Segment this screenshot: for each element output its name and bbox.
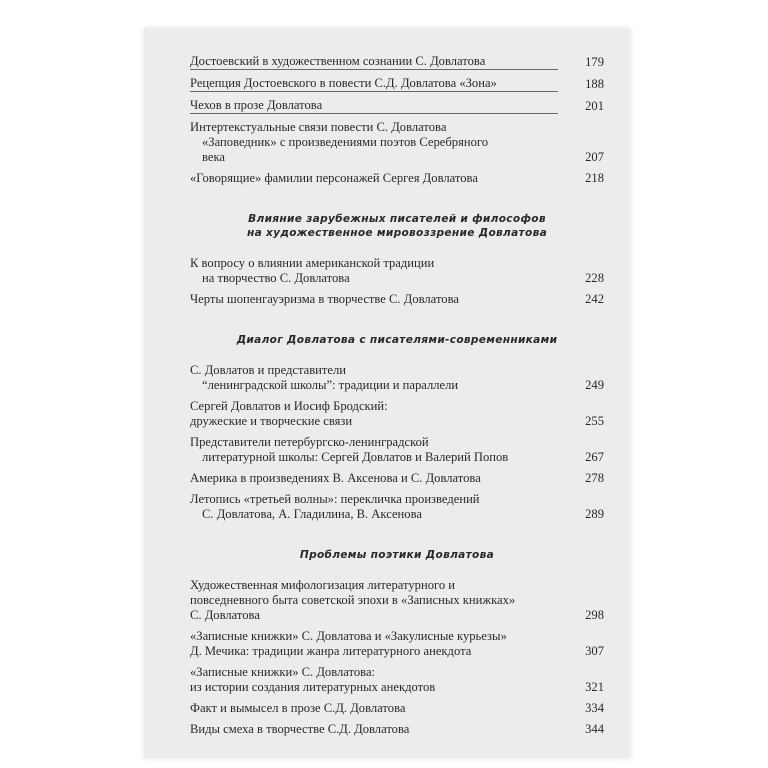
section-heading: Проблемы поэтики Довлатова (299, 549, 495, 561)
entry-title: Факт и вымысел в прозе С.Д. Довлатова (190, 701, 406, 715)
page-number: 207 (585, 150, 604, 164)
toc-entry (190, 665, 604, 695)
entry-title: Сергей Довлатов и Иосиф Бродский: (190, 399, 388, 413)
toc-entry (190, 76, 604, 92)
toc-entry (190, 471, 604, 486)
toc-entry (190, 701, 604, 716)
toc-entry (190, 256, 604, 286)
entry-title: Достоевский в художественном сознании С. Довлатова (190, 54, 558, 70)
page-number: 188 (585, 77, 604, 91)
entry-title-cont: С. Довлатова (190, 608, 260, 622)
toc-entry (190, 722, 604, 737)
toc-entry (190, 399, 604, 429)
page-number: 321 (585, 680, 604, 694)
page-number: 179 (585, 55, 604, 69)
toc-entry (190, 54, 604, 70)
entry-title: Рецепция Достоевского в повести С.Д. Довлатова «Зона» (190, 76, 558, 92)
entry-title-cont: века (202, 150, 225, 164)
page-number: 307 (585, 644, 604, 658)
entry-title: Представители петербургско-ленинградской (190, 435, 429, 449)
entry-title: Чехов в прозе Довлатова (190, 98, 558, 114)
page-number: 201 (585, 99, 604, 113)
page-number: 255 (585, 414, 604, 428)
toc-entry (190, 171, 604, 186)
page-number: 344 (585, 722, 604, 736)
entry-title: Интертекстуальные связи повести С. Довлатова (190, 120, 447, 134)
toc-entry (190, 578, 604, 623)
table-of-contents (190, 54, 604, 743)
entry-title-cont: С. Довлатова, А. Гладилина, В. Аксенова (202, 507, 422, 521)
entry-title: Черты шопенгауэризма в творчестве С. Довлатова (190, 292, 459, 306)
entry-title-cont: “ленинградской школы”: традиции и параллели (202, 378, 459, 392)
entry-title-cont: «Заповедник» с произведениями поэтов Серебряного (202, 135, 489, 149)
toc-entry (190, 435, 604, 465)
page-number: 242 (585, 292, 604, 306)
entry-title-cont: дружеские и творческие связи (190, 414, 353, 428)
book-page (144, 28, 630, 758)
entry-title-cont: из истории создания литературных анекдотов (190, 680, 436, 694)
entry-title: Виды смеха в творчестве С.Д. Довлатова (190, 722, 410, 736)
entry-title: С. Довлатов и представители (190, 363, 347, 377)
page-number: 289 (585, 507, 604, 521)
page-number: 298 (585, 608, 604, 622)
entry-title-cont: Д. Мечика: традиции жанра литературного анекдота (190, 644, 472, 658)
entry-title-cont: повседневного быта советской эпохи в «Записных книжках» (190, 593, 516, 607)
toc-entry (190, 292, 604, 307)
toc-entry (190, 120, 604, 165)
page-number: 278 (585, 471, 604, 485)
page-number: 228 (585, 271, 604, 285)
entry-title: Летопись «третьей волны»: перекличка произведений (190, 492, 480, 506)
toc-entry (190, 363, 604, 393)
section-heading: Диалог Довлатова с писателями-современниками (236, 334, 558, 346)
toc-entry (190, 629, 604, 659)
entry-title: «Записные книжки» С. Довлатова: (190, 665, 376, 679)
entry-title-cont: литературной школы: Сергей Довлатов и Валерий Попов (202, 450, 509, 464)
page-number: 249 (585, 378, 604, 392)
page-number: 218 (585, 171, 604, 185)
toc-entry (190, 98, 604, 114)
page-number: 267 (585, 450, 604, 464)
toc-entry (190, 492, 604, 522)
entry-title: «Записные книжки» С. Довлатова и «Закулисные курьезы» (190, 629, 507, 643)
entry-title: «Говорящие» фамилии персонажей Сергея Довлатова (190, 171, 478, 185)
entry-title-cont: на творчество С. Довлатова (202, 271, 350, 285)
section-heading: Влияние зарубежных писателей и философов на художественное мировоззрение Довлатова (246, 213, 548, 239)
entry-title: Художественная мифологизация литературного и (190, 578, 456, 592)
page-number: 334 (585, 701, 604, 715)
entry-title: К вопросу о влиянии американской традиции (190, 256, 435, 270)
entry-title: Америка в произведениях В. Аксенова и С. Довлатова (190, 471, 481, 485)
